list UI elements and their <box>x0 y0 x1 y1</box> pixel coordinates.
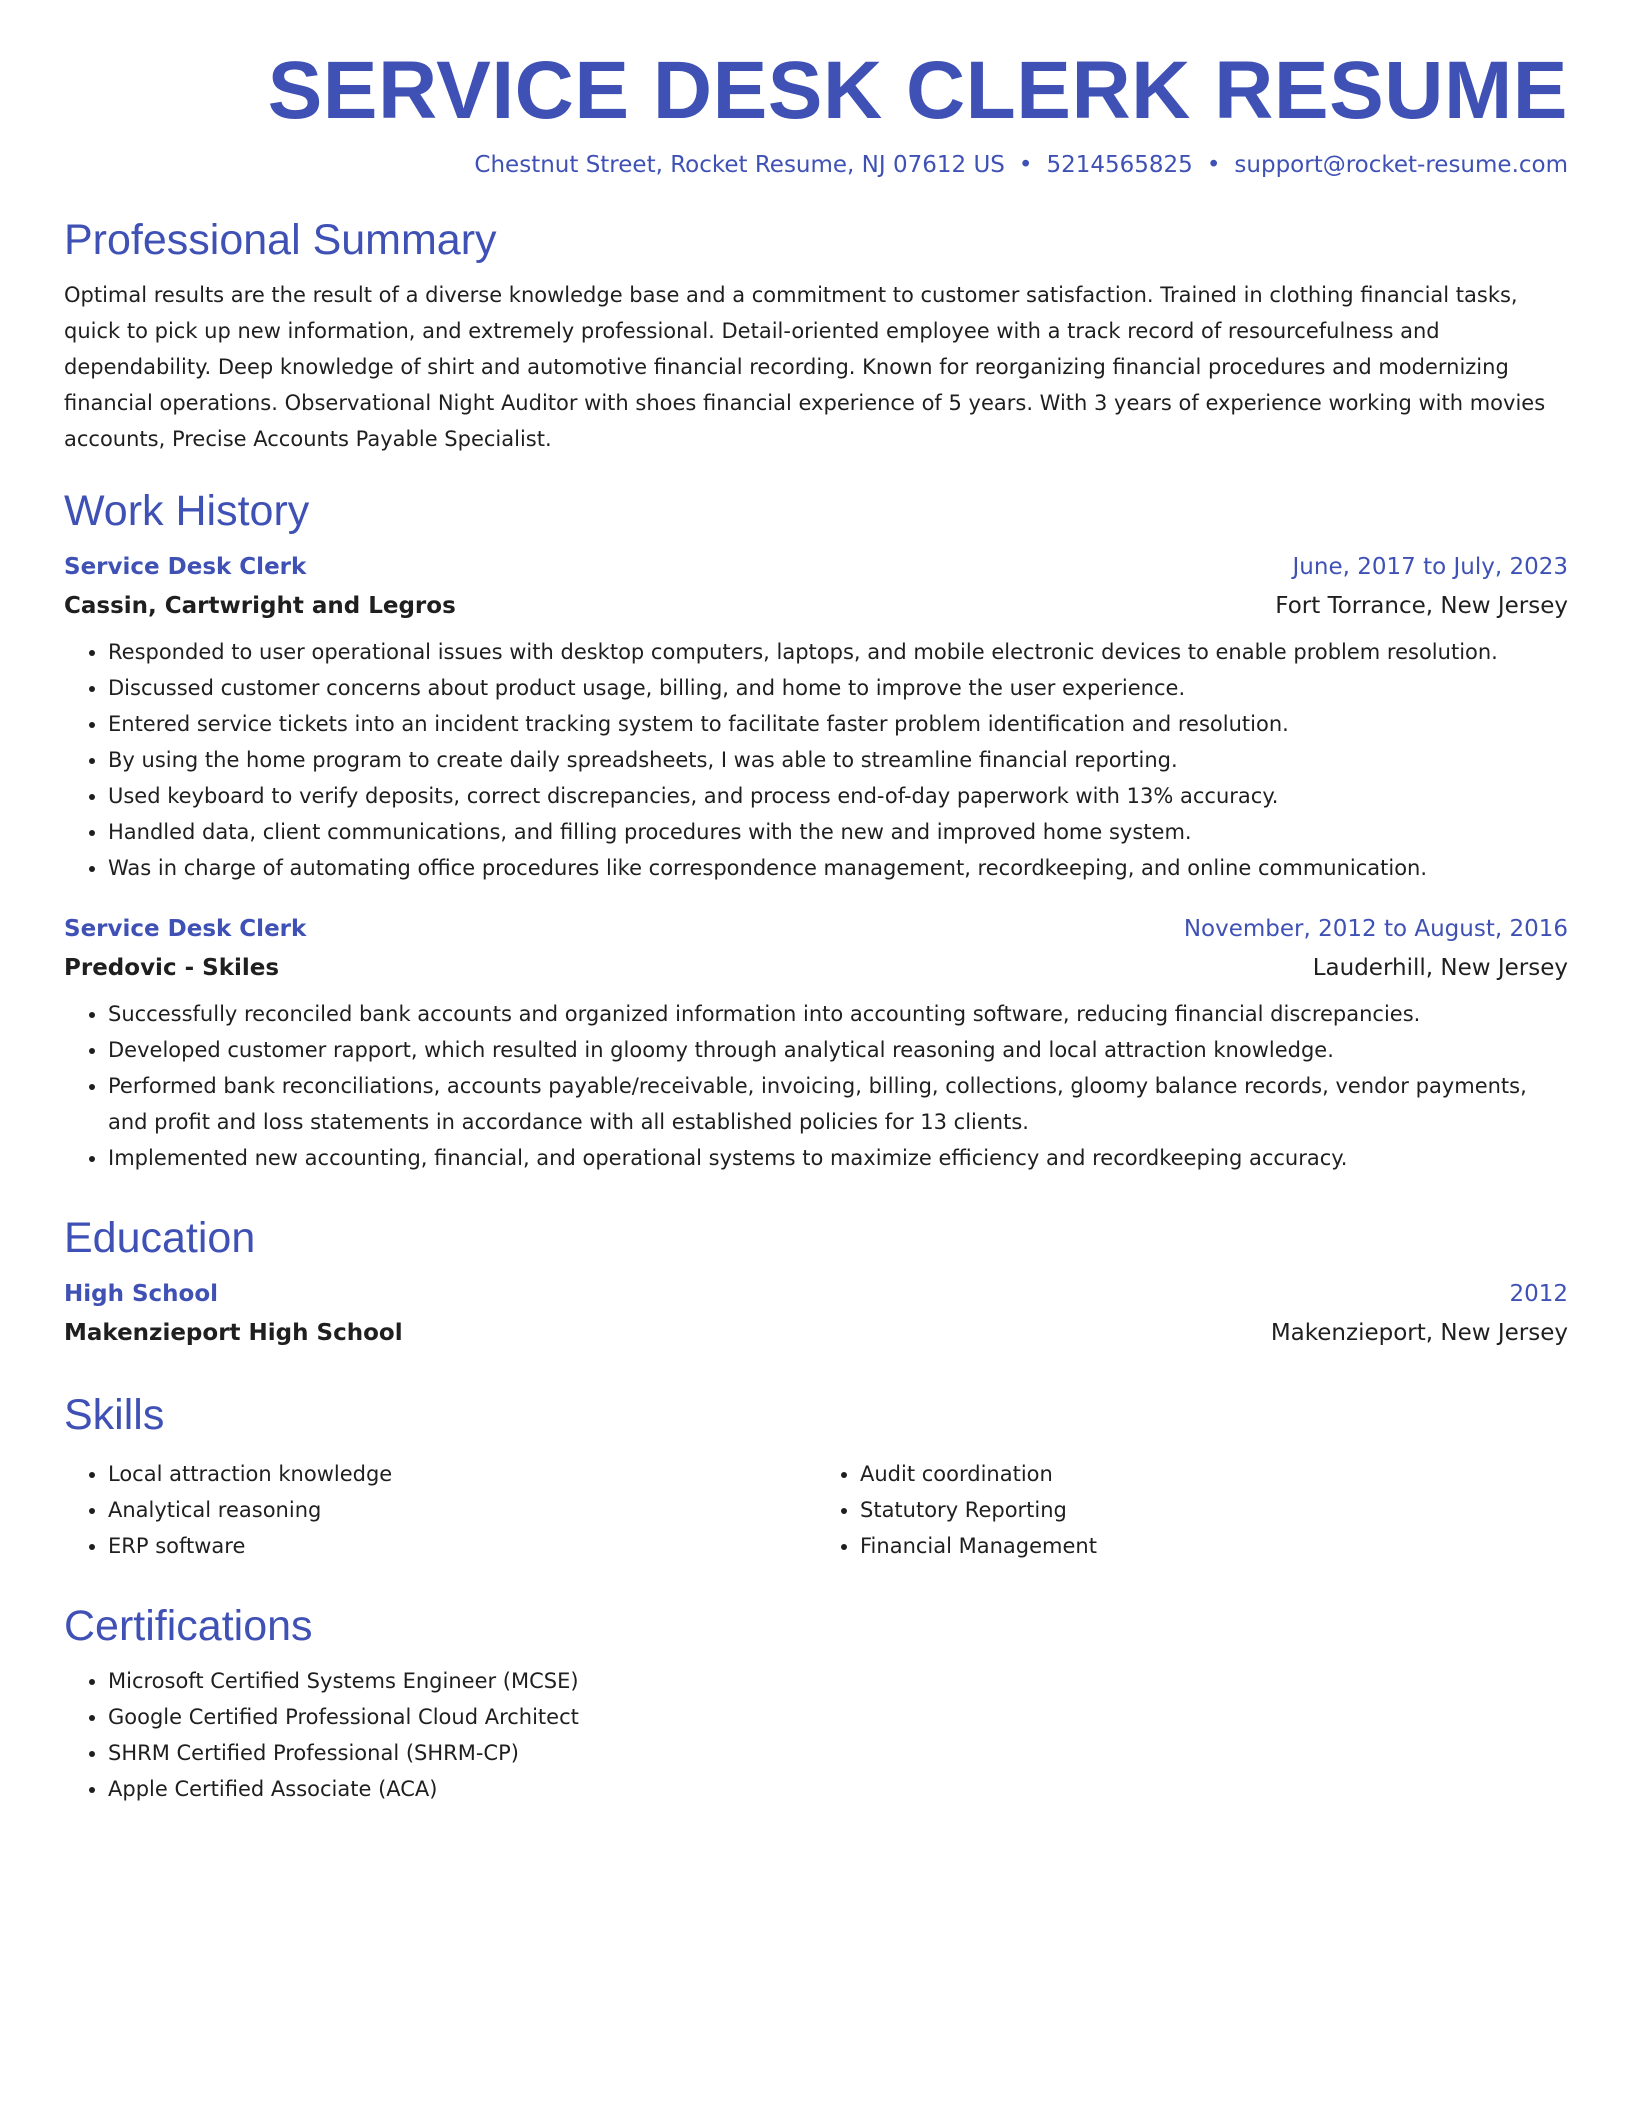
education-location: Makenzieport, New Jersey <box>1270 1320 1568 1347</box>
list-item: • Local attraction knowledge <box>108 1456 816 1492</box>
list-item: • Google Certified Professional Cloud Architect <box>108 1699 1568 1735</box>
education-degree: High School <box>64 1281 219 1308</box>
skills-column-left <box>64 1456 816 1564</box>
list-item: • By using the home program to create daily spreadsheets, I was able to streamline financial reporting. <box>108 742 1568 778</box>
list-item: • Entered service tickets into an incident tracking system to facilitate faster problem identification and resolution. <box>108 706 1568 742</box>
list-item: • Discussed customer concerns about product usage, billing, and home to improve the user experience. <box>108 670 1568 706</box>
education-school: Makenzieport High School <box>64 1320 403 1347</box>
job-role: Service Desk Clerk <box>64 916 307 943</box>
education-entry <box>64 1275 1568 1353</box>
contact-phone[interactable]: 5214565825 <box>1046 152 1193 179</box>
job-bullets <box>64 634 1568 886</box>
list-item: • Implemented new accounting, financial, and operational systems to maximize efficiency and recordkeeping accuracy. <box>108 1140 1568 1176</box>
resume-page <box>64 44 1568 1807</box>
job-entry <box>64 910 1568 1176</box>
list-item: • SHRM Certified Professional (SHRM-CP) <box>108 1735 1568 1771</box>
list-item: • Responded to user operational issues with desktop computers, laptops, and mobile electronic devices to enable problem resolution. <box>108 634 1568 670</box>
page-title: SERVICE DESK CLERK RESUME <box>267 45 1568 136</box>
list-item: • Was in charge of automating office procedures like correspondence management, recordkeeping, and online communication. <box>108 850 1568 886</box>
contact-separator: • <box>1206 152 1221 179</box>
job-company: Predovic - Skiles <box>64 955 280 982</box>
list-item: • Apple Certified Associate (ACA) <box>108 1771 1568 1807</box>
skills-list <box>64 1452 1568 1564</box>
job-role: Service Desk Clerk <box>64 554 307 581</box>
list-item: • Microsoft Certified Systems Engineer (MCSE) <box>108 1663 1568 1699</box>
education-heading: Education <box>64 1214 256 1263</box>
list-item: • Performed bank reconciliations, accounts payable/receivable, invoicing, billing, collections, gloomy balance records, vendor payments, and profit and loss statements in accordance with all established policies for 13 clients. <box>108 1068 1568 1140</box>
contact-email[interactable]: support@rocket-resume.com <box>1234 152 1568 179</box>
contact-separator: • <box>1018 152 1033 179</box>
skills-column-right <box>816 1456 1568 1564</box>
contact-line <box>64 152 1568 178</box>
work-history-heading: Work History <box>64 487 310 536</box>
list-item: • Statutory Reporting <box>860 1492 1568 1528</box>
list-item: • Used keyboard to verify deposits, correct discrepancies, and process end-of-day paperwork with 13% accuracy. <box>108 778 1568 814</box>
job-dates: November, 2012 to August, 2016 <box>1183 916 1568 943</box>
certifications-heading: Certifications <box>64 1602 313 1651</box>
list-item: • ERP software <box>108 1528 816 1564</box>
list-item: • Successfully reconciled bank accounts and organized information into accounting software, reducing financial discrepancies. <box>108 996 1568 1032</box>
list-item: • Developed customer rapport, which resulted in gloomy through analytical reasoning and local attraction knowledge. <box>108 1032 1568 1068</box>
job-bullets <box>64 996 1568 1176</box>
job-entry <box>64 548 1568 886</box>
summary-text: Optimal results are the result of a diverse knowledge base and a commitment to customer satisfaction. Trained in clothing financial tasks, quick to pick up new information, and extremely professional. Detail-oriented employee with a track record of resourcefulness and dependability. Deep knowledge of shirt and automotive financial recording. Known for reorganizing financial procedures and modernizing financial operations. Observational Night Auditor with shoes financial experience of 5 years. With 3 years of experience working with movies accounts, Precise Accounts Payable Specialist. <box>64 283 1546 452</box>
education-year: 2012 <box>1509 1281 1568 1308</box>
job-location: Fort Torrance, New Jersey <box>1275 593 1568 620</box>
summary-heading: Professional Summary <box>64 216 497 265</box>
list-item: • Financial Management <box>860 1528 1568 1564</box>
job-company: Cassin, Cartwright and Legros <box>64 593 456 620</box>
list-item: • Audit coordination <box>860 1456 1568 1492</box>
list-item: • Handled data, client communications, and filling procedures with the new and improved home system. <box>108 814 1568 850</box>
certifications-list <box>64 1663 1568 1807</box>
job-location: Lauderhill, New Jersey <box>1312 955 1568 982</box>
job-dates: June, 2017 to July, 2023 <box>1292 554 1568 581</box>
contact-address: Chestnut Street, Rocket Resume, NJ 07612 US <box>474 152 1005 179</box>
list-item: • Analytical reasoning <box>108 1492 816 1528</box>
skills-heading: Skills <box>64 1391 165 1440</box>
